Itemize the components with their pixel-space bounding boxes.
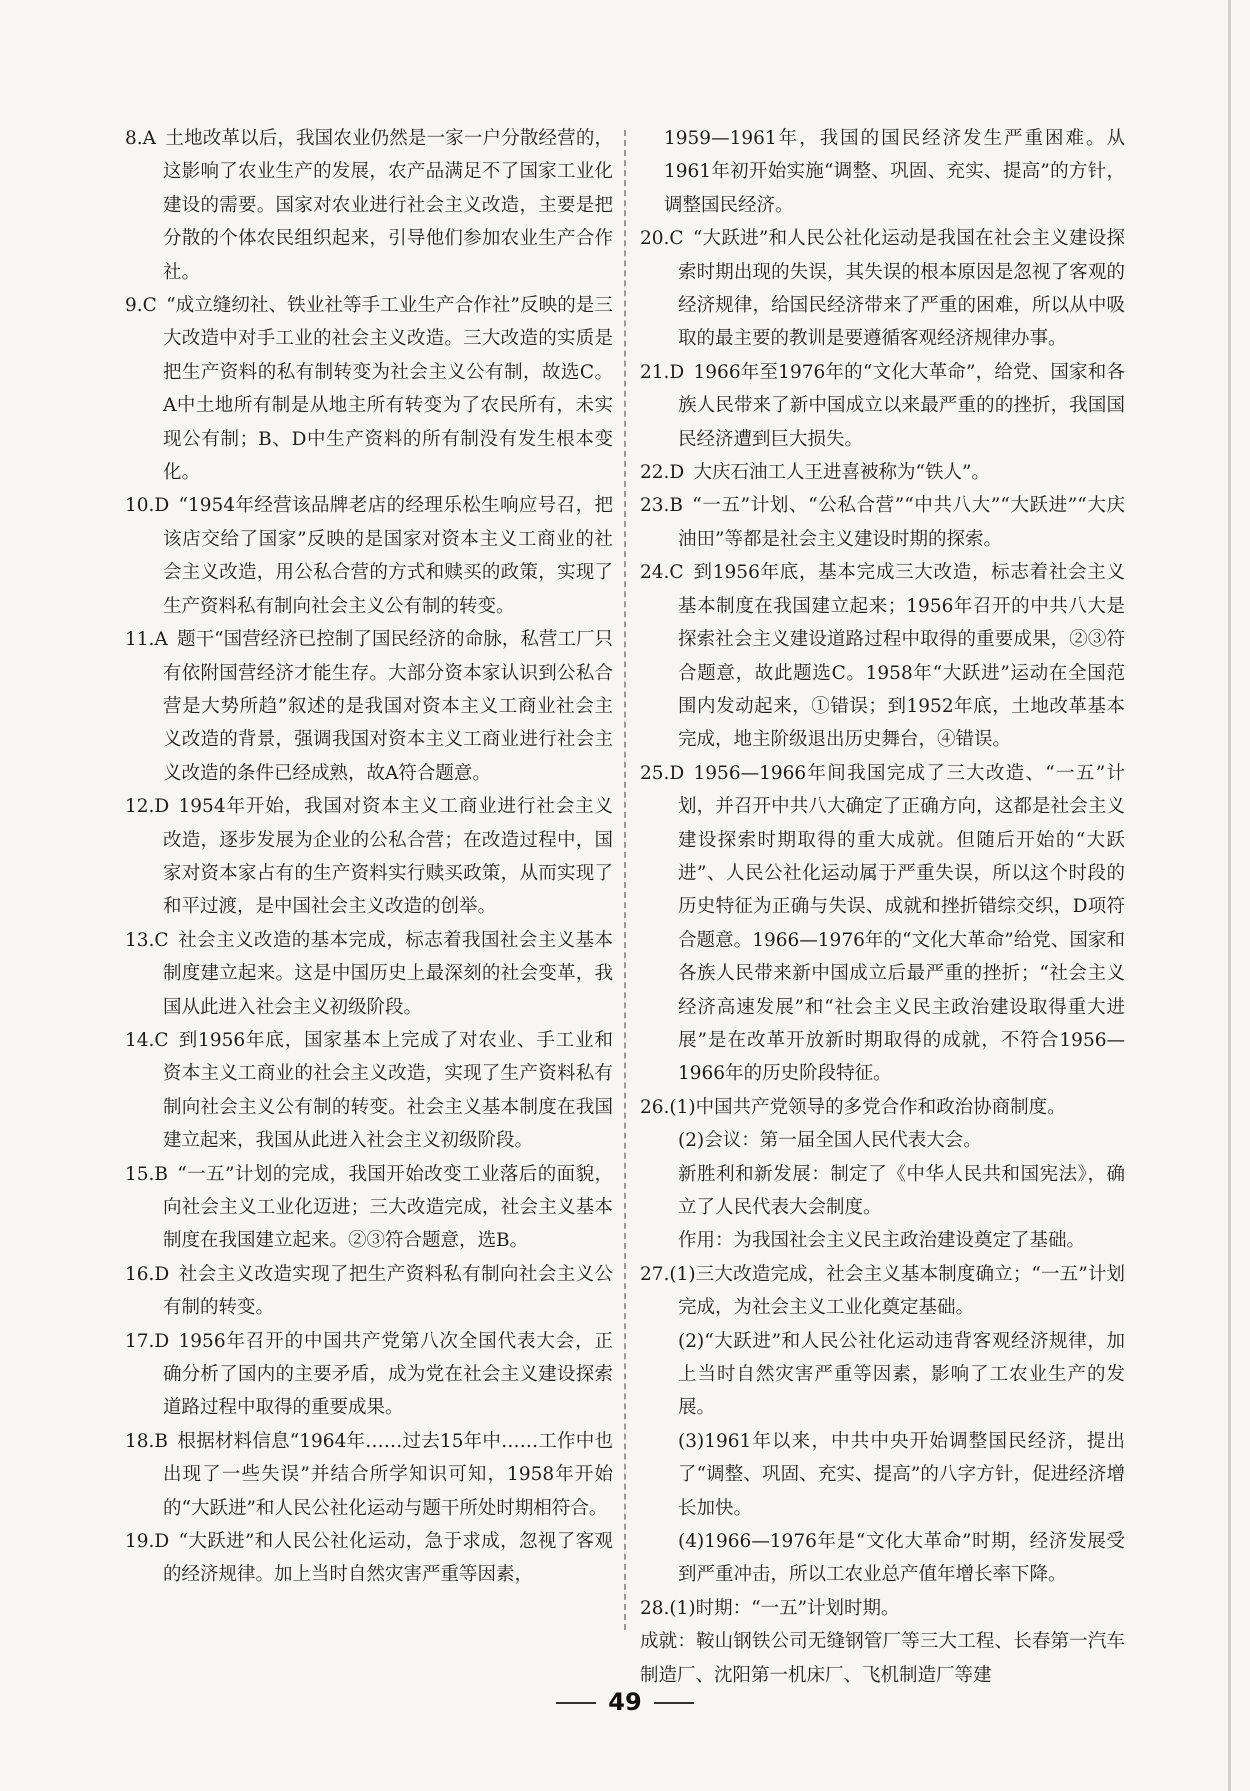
answer-item bbox=[640, 556, 1125, 756]
answer-number: 12.D bbox=[125, 796, 170, 818]
answer-number: 18.B bbox=[125, 1430, 169, 1452]
answer-26-part2: (2)会议：第一届全国人民代表大会。 bbox=[678, 1130, 982, 1152]
footer-dash-right bbox=[654, 1702, 694, 1704]
answer-item bbox=[640, 356, 1125, 456]
answer-text: “1954年经营该品牌老店的经理乐松生响应号召，把该店交给了国家”反映的是国家对资本主义工商业的社会主义改造，用公私合营的方式和赎买的政策，实现了生产资料私有制向社会主义公有制的转变。 bbox=[163, 495, 613, 617]
answer-text: 社会主义改造的基本完成，标志着我国社会主义基本制度建立起来。这是中国历史上最深刻的社会变革，我国从此进入社会主义初级阶段。 bbox=[163, 929, 613, 1018]
answer-27 bbox=[640, 1258, 1125, 1592]
page-footer bbox=[0, 1688, 1250, 1716]
page-edge-line bbox=[1228, 0, 1231, 1791]
answer-number: 17.D bbox=[125, 1330, 170, 1352]
answer-number: 9.C bbox=[125, 295, 157, 317]
answer-text: 1966年至1976年的“文化大革命”，给党、国家和各族人民带来了新中国成立以来最严重的的挫折，我国国民经济遭到巨大损失。 bbox=[678, 361, 1125, 450]
answer-number: 11.A bbox=[125, 629, 168, 651]
answer-27-part3: (3)1961年以来，中共中央开始调整国民经济，提出了“调整、巩固、充实、提高”的八字方针，促进经济增长加快。 bbox=[678, 1430, 1125, 1519]
answer-number: 19.D bbox=[125, 1531, 170, 1553]
answer-item bbox=[640, 456, 1125, 489]
answer-number: 21.D bbox=[640, 361, 685, 383]
answer-item bbox=[125, 1525, 613, 1592]
answer-number: 24.C bbox=[640, 562, 684, 584]
answer-item bbox=[125, 1325, 613, 1425]
answer-item bbox=[640, 757, 1125, 1091]
answer-number: 20.C bbox=[640, 228, 684, 250]
right-column bbox=[640, 122, 1125, 1692]
answer-item bbox=[125, 1158, 613, 1258]
answer-number: 25.D bbox=[640, 762, 685, 784]
answer-text: 1954年开始，我国对资本主义工商业进行社会主义改造，逐步发展为企业的公私合营；在改造过程中，国家对资本家占有的生产资料实行赎买政策，从而实现了和平过渡，是中国社会主义改造的创举。 bbox=[163, 796, 613, 918]
answer-26-part4: 作用：为我国社会主义民主政治建设奠定了基础。 bbox=[678, 1230, 1086, 1252]
answer-26-part3: 新胜利和新发展：制定了《中华人民共和国宪法》，确立了人民代表大会制度。 bbox=[678, 1163, 1125, 1218]
answer-item bbox=[125, 1425, 613, 1525]
answer-item bbox=[125, 1024, 613, 1158]
answer-text: 1956—1966年间我国完成了三大改造、“一五”计划，并召开中共八大确定了正确方向，这都是社会主义建设探索时期取得的重大成就。但随后开始的“大跃进”、人民公社化运动属于严重失误，所以这个时段的历史特征为正确与失误、成就和挫折错综交织，D项符合题意。1966—1976年的“文化大革命”给党、国家和各族人民带来新中国成立后最严重的挫折；“社会主义经济高速发展”和“社会主义民主政治建设取得重大进展”是在改革开放新时期取得的成就，不符合1956—1966年的历史阶段特征。 bbox=[678, 762, 1125, 1085]
answer-item bbox=[125, 790, 613, 924]
answer-number: 8.A bbox=[125, 128, 157, 149]
answer-26-part1: 26.(1)中国共产党领导的多党合作和政治协商制度。 bbox=[640, 1096, 1066, 1118]
column-divider bbox=[624, 130, 626, 1630]
answer-text: 到1956年底，国家基本上完成了对农业、手工业和资本主义工商业的社会主义改造，实现了生产资料私有制向社会主义公有制的转变。社会主义基本制度在我国建立起来，我国从此进入社会主义初级阶段。 bbox=[163, 1029, 613, 1152]
answer-26 bbox=[640, 1091, 1125, 1258]
answer-number: 10.D bbox=[125, 495, 170, 517]
answer-item bbox=[125, 1258, 613, 1325]
answer-28 bbox=[640, 1592, 1125, 1692]
answer-text: “一五”计划的完成，我国开始改变工业落后的面貌，向社会主义工业化迈进；三大改造完成，社会主义基本制度在我国建立起来。②③符合题意，选B。 bbox=[163, 1163, 613, 1252]
answer-text: “大跃进”和人民公社化运动，急于求成，忽视了客观的经济规律。加上当时自然灾害严重等因素， bbox=[163, 1531, 613, 1586]
answer-item bbox=[125, 489, 613, 623]
answer-item bbox=[125, 623, 613, 790]
answer-27-part2: (2)“大跃进”和人民公社化运动违背客观经济规律，加上当时自然灾害严重等因素，影响了工农业生产的发展。 bbox=[678, 1330, 1125, 1419]
answer-text: 土地改革以后，我国农业仍然是一家一户分散经营的，这影响了农业生产的发展，农产品满足不了国家工业化建设的需要。国家对农业进行社会主义改造，主要是把分散的个体农民组织起来，引导他们参加农业生产合作社。 bbox=[163, 128, 613, 283]
answer-text: 社会主义改造实现了把生产资料私有制向社会主义公有制的转变。 bbox=[163, 1263, 613, 1319]
page-number: 49 bbox=[608, 1688, 642, 1716]
answer-item bbox=[640, 222, 1125, 356]
answer-number: 14.C bbox=[125, 1029, 169, 1051]
answer-item bbox=[125, 122, 613, 289]
answer-27-part1: 27.(1)三大改造完成，社会主义基本制度确立；“一五”计划完成，为社会主义工业化奠定基础。 bbox=[640, 1263, 1125, 1319]
answer-text: 1956年召开的中国共产党第八次全国代表大会，正确分析了国内的主要矛盾，成为党在社会主义建设探索道路过程中取得的重要成果。 bbox=[163, 1330, 613, 1419]
answer-text: “成立缝纫社、铁业社等手工业生产合作社”反映的是三大改造中对手工业的社会主义改造。三大改造的实质是把生产资料的私有制转变为社会主义公有制，故选C。A中土地所有制是从地主所有转变为了农民所有，未实现公有制；B、D中生产资料的所有制没有发生根本变化。 bbox=[163, 295, 613, 484]
answer-28-part1: 28.(1)时期：“一五”计划时期。 bbox=[640, 1597, 900, 1619]
answer-number: 15.B bbox=[125, 1163, 169, 1185]
answer-19-continued: 1959—1961年，我国的国民经济发生严重困难。从1961年初开始实施“调整、巩固、充实、提高”的方针，调整国民经济。 bbox=[664, 128, 1125, 216]
answer-text: 到1956年底，基本完成三大改造，标志着社会主义基本制度在我国建立起来；1956年召开的中共八大是探索社会主义建设道路过程中取得的重要成果，②③符合题意，故此题选C。1958年“大跃进”运动在全国范围内发动起来，①错误；到1952年底，土地改革基本完成，地主阶级退出历史舞台，④错误。 bbox=[678, 562, 1125, 751]
answer-text: 大庆石油工人王进喜被称为“铁人”。 bbox=[693, 462, 990, 484]
answer-item bbox=[125, 289, 613, 489]
answer-text: 题干“国营经济已控制了国民经济的命脉，私营工厂只有依附国营经济才能生存。大部分资本家认识到公私合营是大势所趋”叙述的是我国对资本主义工商业社会主义改造的背景，强调我国对资本主义工商业进行社会主义改造的条件已经成熟，故A符合题意。 bbox=[163, 629, 613, 784]
answer-28-part2: 成就：鞍山钢铁公司无缝钢管厂等三大工程、长春第一汽车制造厂、沈阳第一机床厂、飞机制造厂等建 bbox=[640, 1631, 1125, 1686]
answer-number: 16.D bbox=[125, 1263, 170, 1285]
answer-text: “大跃进”和人民公社化运动是我国在社会主义建设探索时期出现的失误，其失误的根本原因是忽视了客观的经济规律，给国民经济带来了严重的困难，所以从中吸取的最主要的教训是要遵循客观经济规律办事。 bbox=[678, 228, 1125, 350]
footer-dash-left bbox=[556, 1702, 596, 1704]
answer-number: 22.D bbox=[640, 462, 685, 484]
answer-text: 根据材料信息“1964年……过去15年中……工作中也出现了一些失误”并结合所学知识可知，1958年开始的“大跃进”和人民公社化运动与题干所处时期相符合。 bbox=[163, 1430, 613, 1519]
answer-27-part4: (4)1966—1976年是“文化大革命”时期，经济发展受到严重冲击，所以工农业总产值年增长率下降。 bbox=[678, 1531, 1125, 1586]
answer-item bbox=[640, 489, 1125, 556]
left-column bbox=[125, 122, 613, 1592]
answer-number: 13.C bbox=[125, 929, 169, 951]
answer-item bbox=[125, 924, 613, 1024]
answer-number: 23.B bbox=[640, 495, 684, 517]
answer-text: “一五”计划、“公私合营”“中共八大”“大跃进”“大庆油田”等都是社会主义建设时期的探索。 bbox=[678, 495, 1125, 550]
